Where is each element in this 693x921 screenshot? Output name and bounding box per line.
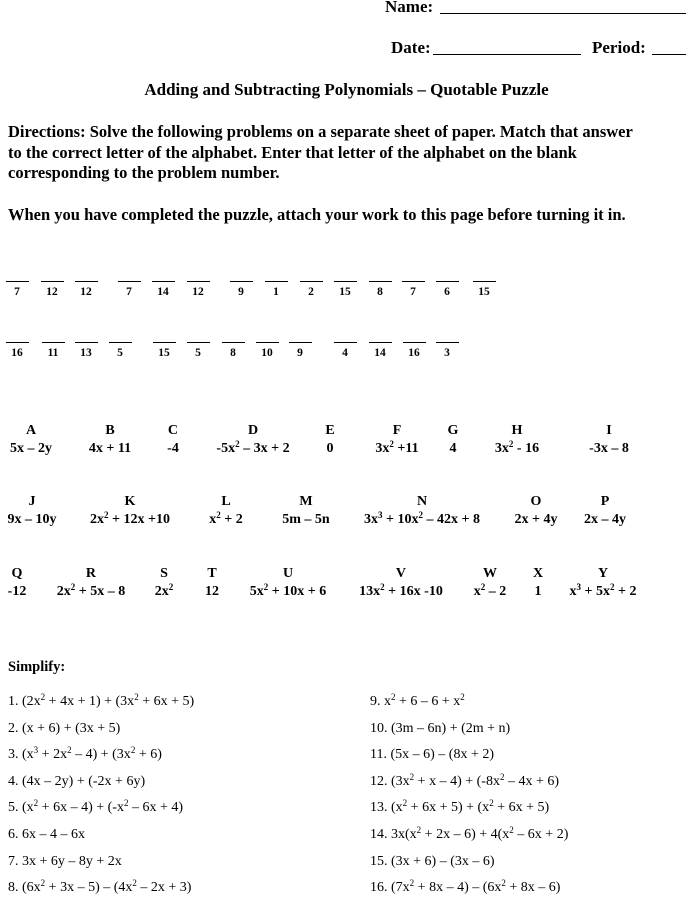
- answer-key-entry-n: [364, 493, 480, 529]
- answer-key-value: $2x^2$: [154, 582, 174, 599]
- answer-key-letter: A: [25, 423, 37, 438]
- problem-5: 5. $(x^2 + 6x - 4) + (-x^2 - 6x + 4)$: [8, 798, 184, 816]
- answer-key-value: $x^3 + 5x^2 + 2$: [569, 582, 637, 599]
- problem-16: 16. $(7x^2 + 8x - 4) - (6x^2 + 8x - 6)$: [370, 878, 561, 896]
- answer-key-letter: W: [483, 566, 497, 581]
- puzzle-number: 3: [444, 347, 450, 359]
- answer-key-value: -3x – 8: [589, 441, 629, 456]
- answer-key-value: 5m – 5n: [282, 512, 330, 527]
- answer-key-entry-x: [533, 565, 543, 601]
- puzzle-blank[interactable]: [109, 342, 132, 343]
- puzzle-number: 8: [377, 286, 383, 298]
- answer-key-value: 2x + 4y: [514, 512, 558, 527]
- answer-key-letter: J: [28, 494, 36, 509]
- puzzle-blank[interactable]: [75, 342, 98, 343]
- answer-key-entry-y: [570, 565, 637, 601]
- puzzle-number: 5: [117, 347, 123, 359]
- puzzle-number: 7: [410, 286, 416, 298]
- period-blank[interactable]: [652, 54, 686, 55]
- problem-6: 6. 6x – 4 – 6x: [8, 827, 85, 842]
- answer-key-letter: Y: [597, 566, 609, 581]
- date-blank[interactable]: [433, 54, 581, 55]
- answer-key-letter: O: [530, 494, 542, 509]
- name-label: Name:: [385, 0, 434, 16]
- problem-2: 2. (x + 6) + (3x + 5): [8, 720, 121, 736]
- answer-key-value: $x^2 + 2$: [209, 510, 243, 527]
- puzzle-number: 6: [444, 286, 450, 298]
- problem-7: 7. 3x + 6y – 8y + 2x: [8, 853, 122, 869]
- answer-key-letter: Q: [11, 566, 23, 581]
- answer-key-value: -4: [167, 441, 179, 456]
- puzzle-blank[interactable]: [403, 342, 426, 343]
- answer-key-letter: F: [392, 423, 402, 438]
- answer-key-entry-j: [8, 493, 57, 529]
- problem-15: 15. (3x + 6) – (3x – 6): [370, 853, 495, 869]
- puzzle-blank[interactable]: [230, 281, 253, 282]
- puzzle-blank[interactable]: [187, 281, 210, 282]
- answer-key-letter: T: [207, 566, 217, 581]
- answer-key-entry-d: [216, 422, 289, 458]
- puzzle-number: 9: [297, 347, 303, 359]
- answer-key-entry-p: [584, 493, 626, 529]
- answer-key-entry-a: [10, 422, 52, 458]
- answer-key-letter: V: [395, 566, 407, 581]
- answer-key-value: $3x^3 + 10x^2 - 42x + 8$: [364, 510, 480, 527]
- answer-key-value: 5x – 2y: [10, 441, 52, 456]
- puzzle-number: 9: [238, 286, 244, 298]
- answer-key-letter: H: [511, 423, 523, 438]
- puzzle-number: 7: [14, 286, 20, 298]
- answer-key-value: 1: [534, 584, 542, 599]
- puzzle-number: 2: [308, 286, 314, 298]
- answer-key-letter: G: [447, 423, 459, 438]
- puzzle-blank[interactable]: [6, 342, 29, 343]
- puzzle-blank[interactable]: [256, 342, 279, 343]
- puzzle-number: 10: [261, 347, 273, 359]
- puzzle-blank[interactable]: [42, 342, 65, 343]
- answer-key-entry-o: [515, 493, 558, 529]
- puzzle-blank[interactable]: [334, 281, 357, 282]
- puzzle-number: 12: [46, 286, 58, 298]
- answer-key-entry-h: [495, 422, 539, 458]
- problem-8: 8. $(6x^2 + 3x - 5) - (4x^2 - 2x + 3)$: [8, 878, 192, 896]
- puzzle-blank[interactable]: [402, 281, 425, 282]
- puzzle-blank[interactable]: [369, 281, 392, 282]
- answer-key-entry-u: [250, 565, 326, 601]
- answer-key-letter: L: [221, 494, 231, 509]
- puzzle-number: 16: [408, 347, 420, 359]
- puzzle-blank[interactable]: [41, 281, 64, 282]
- puzzle-number: 13: [80, 347, 92, 359]
- puzzle-blank[interactable]: [6, 281, 29, 282]
- answer-key-value: -12: [7, 584, 27, 599]
- puzzle-blank[interactable]: [153, 342, 176, 343]
- puzzle-number: 12: [192, 286, 204, 298]
- answer-key-value: $-5x^2 - 3x + 2$: [216, 439, 290, 456]
- problem-14: 14. $3x(x^2 + 2x - 6) + 4(x^2 - 6x + 2)$: [370, 825, 569, 842]
- answer-key-value: $2x^2 + 5x - 8$: [56, 582, 126, 599]
- answer-key-value: 4: [449, 441, 457, 456]
- answer-key-entry-k: [90, 493, 170, 529]
- period-label: Period:: [592, 38, 646, 57]
- problem-1: 1. $(2x^2 + 4x + 1) + (3x^2 + 6x + 5)$: [8, 692, 195, 709]
- puzzle-blank[interactable]: [265, 281, 288, 282]
- simplify-label: Simplify:: [8, 659, 66, 675]
- puzzle-blank[interactable]: [75, 281, 98, 282]
- problem-3: 3. $(x^3 + 2x^2 - 4) + (3x^2 + 6)$: [8, 745, 162, 763]
- puzzle-blank[interactable]: [473, 281, 496, 282]
- answer-key-letter: N: [416, 494, 428, 509]
- puzzle-number: 11: [47, 347, 59, 359]
- problem-13: 13. $(x^2 + 6x + 5) + (x^2 + 6x + 5)$: [370, 798, 550, 816]
- puzzle-blank[interactable]: [436, 342, 459, 343]
- answer-key-value: $5x^2 + 10x + 6$: [249, 582, 327, 599]
- answer-key-value: $x^2 - 2$: [473, 582, 507, 599]
- puzzle-blank[interactable]: [187, 342, 210, 343]
- answer-key-entry-q: [8, 565, 27, 601]
- answer-key-entry-s: [155, 565, 174, 601]
- directions-line-1: Directions: Solve the following problems on a separate sheet of paper. Match that answer: [8, 122, 633, 141]
- problem-10: 10. (3m – 6n) + (2m + n): [370, 720, 511, 736]
- name-blank[interactable]: [440, 13, 686, 14]
- puzzle-number: 14: [157, 286, 169, 298]
- puzzle-number: 15: [478, 286, 490, 298]
- puzzle-blank[interactable]: [436, 281, 459, 282]
- page-title: Adding and Subtracting Polynomials – Quotable Puzzle: [144, 80, 549, 99]
- puzzle-number: 1: [273, 286, 279, 298]
- answer-key-entry-t: [205, 565, 219, 601]
- answer-key-letter: E: [325, 423, 335, 438]
- answer-key-entry-i: [589, 422, 629, 458]
- answer-key-value: $3x^2 - 16$: [494, 439, 540, 456]
- problem-11: 11. (5x – 6) – (8x + 2): [370, 747, 495, 763]
- puzzle-number: 5: [195, 347, 201, 359]
- puzzle-number: 12: [80, 286, 92, 298]
- date-label: Date:: [391, 38, 431, 57]
- puzzle-number: 7: [126, 286, 132, 298]
- answer-key-value: 0: [326, 441, 334, 456]
- answer-key-entry-f: [375, 422, 418, 458]
- answer-key-entry-w: [474, 565, 507, 601]
- answer-key-entry-c: [167, 422, 179, 458]
- puzzle-number: 8: [230, 347, 236, 359]
- answer-key-value: $2x^2 + 12x +10$: [90, 510, 170, 527]
- answer-key-entry-l: [209, 493, 242, 529]
- answer-key-letter: M: [299, 494, 313, 509]
- answer-key-letter: R: [85, 566, 97, 581]
- answer-key-letter: S: [160, 566, 168, 581]
- puzzle-number: 4: [342, 347, 348, 359]
- directions-line-3: corresponding to the problem number.: [8, 163, 280, 182]
- puzzle-blank[interactable]: [118, 281, 141, 282]
- answer-key-entry-g: [448, 422, 459, 458]
- answer-key-value: 9x – 10y: [7, 512, 57, 527]
- answer-key-entry-b: [89, 422, 131, 458]
- answer-key-entry-v: [359, 565, 443, 601]
- puzzle-number: 15: [339, 286, 351, 298]
- answer-key-letter: I: [606, 423, 612, 438]
- puzzle-blank[interactable]: [300, 281, 323, 282]
- answer-key-value: 12: [205, 584, 219, 599]
- answer-key-value: $13x^2 + 16x$ -10: [359, 582, 443, 599]
- answer-key-letter: C: [167, 423, 179, 438]
- answer-key-letter: P: [600, 494, 610, 509]
- puzzle-blank[interactable]: [152, 281, 175, 282]
- puzzle-blank[interactable]: [369, 342, 392, 343]
- answer-key-value: 2x – 4y: [584, 512, 626, 527]
- puzzle-number: 14: [374, 347, 386, 359]
- answer-key-entry-m: [282, 493, 329, 529]
- puzzle-blank[interactable]: [334, 342, 357, 343]
- answer-key-letter: B: [105, 423, 115, 438]
- answer-key-entry-r: [57, 565, 125, 601]
- answer-key-entry-e: [325, 422, 334, 458]
- puzzle-blank[interactable]: [222, 342, 245, 343]
- answer-key-value: $3x^2 +11$: [375, 439, 419, 456]
- puzzle-number: 15: [158, 347, 170, 359]
- puzzle-number: 16: [11, 347, 23, 359]
- answer-key-letter: U: [282, 566, 294, 581]
- problem-9: 9. $x^2 + 6 - 6 + x^2$: [370, 692, 465, 709]
- directions-completion: When you have completed the puzzle, attach your work to this page before turning it in.: [8, 205, 626, 224]
- problem-12: 12. $(3x^2 + x - 4) + (-8x^2 - 4x + 6)$: [370, 771, 560, 789]
- puzzle-blank[interactable]: [289, 342, 312, 343]
- answer-key-letter: D: [247, 423, 259, 438]
- answer-key-value: 4x + 11: [88, 441, 132, 456]
- answer-key-letter: K: [124, 494, 136, 509]
- answer-key-letter: X: [532, 566, 544, 581]
- directions-line-2: to the correct letter of the alphabet. Enter that letter of the alphabet on the blank: [8, 142, 577, 162]
- problem-4: 4. (4x – 2y) + (-2x + 6y): [8, 773, 146, 789]
